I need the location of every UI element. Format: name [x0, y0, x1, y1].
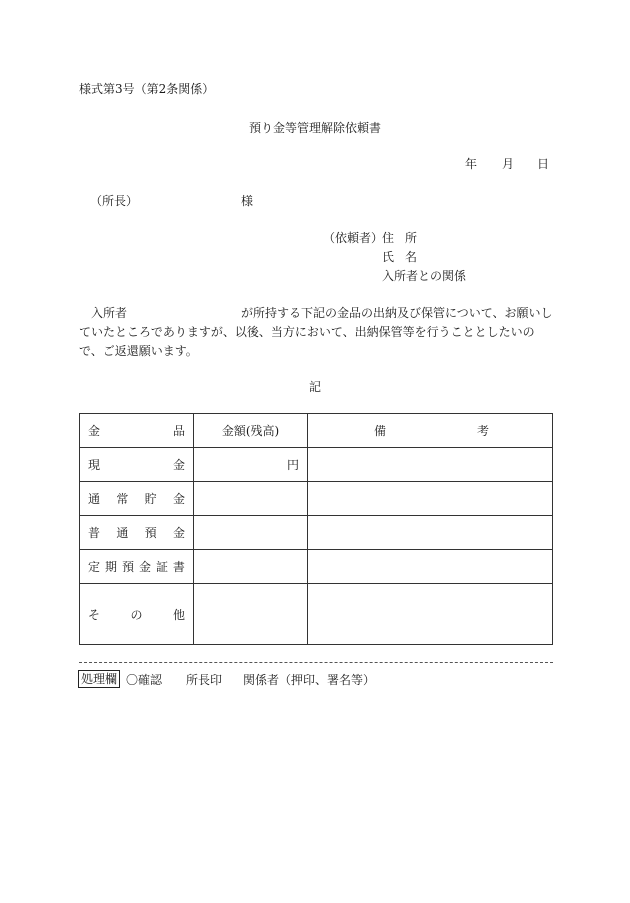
amount-cell[interactable] — [194, 482, 308, 516]
addressee-label: （所長） — [90, 194, 139, 208]
remarks-cell[interactable] — [308, 516, 553, 550]
header-remarks — [308, 414, 553, 448]
row-label-char: 通 — [88, 492, 101, 506]
header-item-char: 金 — [88, 424, 101, 438]
row-label-char: 金 — [138, 560, 151, 574]
date-day-label: 日 — [537, 157, 550, 171]
processing-box-label: 処理欄 — [78, 670, 120, 688]
table-row — [80, 516, 553, 550]
header-remarks-char: 考 — [476, 424, 489, 438]
amount-cell[interactable] — [194, 584, 308, 645]
table-row — [80, 448, 553, 482]
amount-cell[interactable] — [194, 550, 308, 584]
request-body — [79, 304, 553, 361]
items-table — [79, 413, 553, 645]
row-label-char: 期 — [104, 560, 117, 574]
table-row — [80, 584, 553, 645]
row-label-char: 金 — [172, 458, 185, 472]
dashed-divider — [79, 662, 553, 663]
row-label-char: 定 — [88, 560, 101, 574]
row-label-ordinary-deposit — [80, 516, 194, 550]
body-text-line1: が所持する下記の金品の出納及び保管について、お願いし — [241, 306, 553, 320]
requester-relation-label: 入所者との関係 — [382, 269, 467, 283]
row-label-ordinary-savings — [80, 482, 194, 516]
row-label-char: 書 — [172, 560, 185, 574]
row-label-char: 金 — [172, 492, 185, 506]
row-label-char: 通 — [116, 526, 129, 540]
date-month-label: 月 — [502, 157, 515, 171]
row-label-other — [80, 584, 194, 645]
processing-staff: 関係者（押印、署名等） — [243, 673, 376, 687]
table-row — [80, 482, 553, 516]
row-label-char: 預 — [121, 560, 134, 574]
row-label-char: 普 — [88, 526, 101, 540]
row-label-char: 金 — [172, 526, 185, 540]
ki-heading: 記 — [308, 380, 321, 394]
row-label-char: そ — [88, 607, 101, 622]
table-header-row — [80, 414, 553, 448]
remarks-cell[interactable] — [308, 448, 553, 482]
row-label-char: 預 — [144, 526, 157, 540]
row-label-char: 証 — [155, 560, 168, 574]
row-label-char: 常 — [116, 492, 129, 506]
header-item — [80, 414, 194, 448]
document-title: 預り金等管理解除依頼書 — [248, 121, 381, 135]
amount-cell[interactable] — [194, 516, 308, 550]
row-label-char: 現 — [88, 458, 101, 472]
row-label-char: の — [130, 607, 143, 622]
row-label-cash — [80, 448, 194, 482]
remarks-cell[interactable] — [308, 584, 553, 645]
header-amount: 金額(残高) — [194, 414, 308, 448]
processing-chief-seal: 所長印 — [186, 673, 223, 687]
remarks-cell[interactable] — [308, 550, 553, 584]
body-text-rest: ていたところでありますが、以後、当方において、出納保管等を行うこととしたいので、ご返還願います。 — [79, 325, 535, 358]
row-label-time-deposit-certificate — [80, 550, 194, 584]
date-year-label: 年 — [465, 157, 478, 171]
requester-label: （依頼者） — [323, 231, 384, 245]
addressee-honorific: 様 — [241, 194, 254, 208]
processing-confirm: 〇確認 — [126, 673, 163, 687]
form-number: 様式第3号（第2条関係） — [79, 82, 215, 96]
header-remarks-char: 備 — [374, 424, 387, 438]
resident-label: 入所者 — [91, 306, 128, 320]
header-item-char: 品 — [172, 424, 185, 438]
table-row — [80, 550, 553, 584]
row-label-char: 貯 — [144, 492, 157, 506]
requester-name-label: 氏名 — [382, 250, 429, 264]
remarks-cell[interactable] — [308, 482, 553, 516]
requester-address-label: 住所 — [382, 231, 429, 245]
amount-cell[interactable]: 円 — [194, 448, 308, 482]
row-label-char: 他 — [172, 607, 185, 622]
